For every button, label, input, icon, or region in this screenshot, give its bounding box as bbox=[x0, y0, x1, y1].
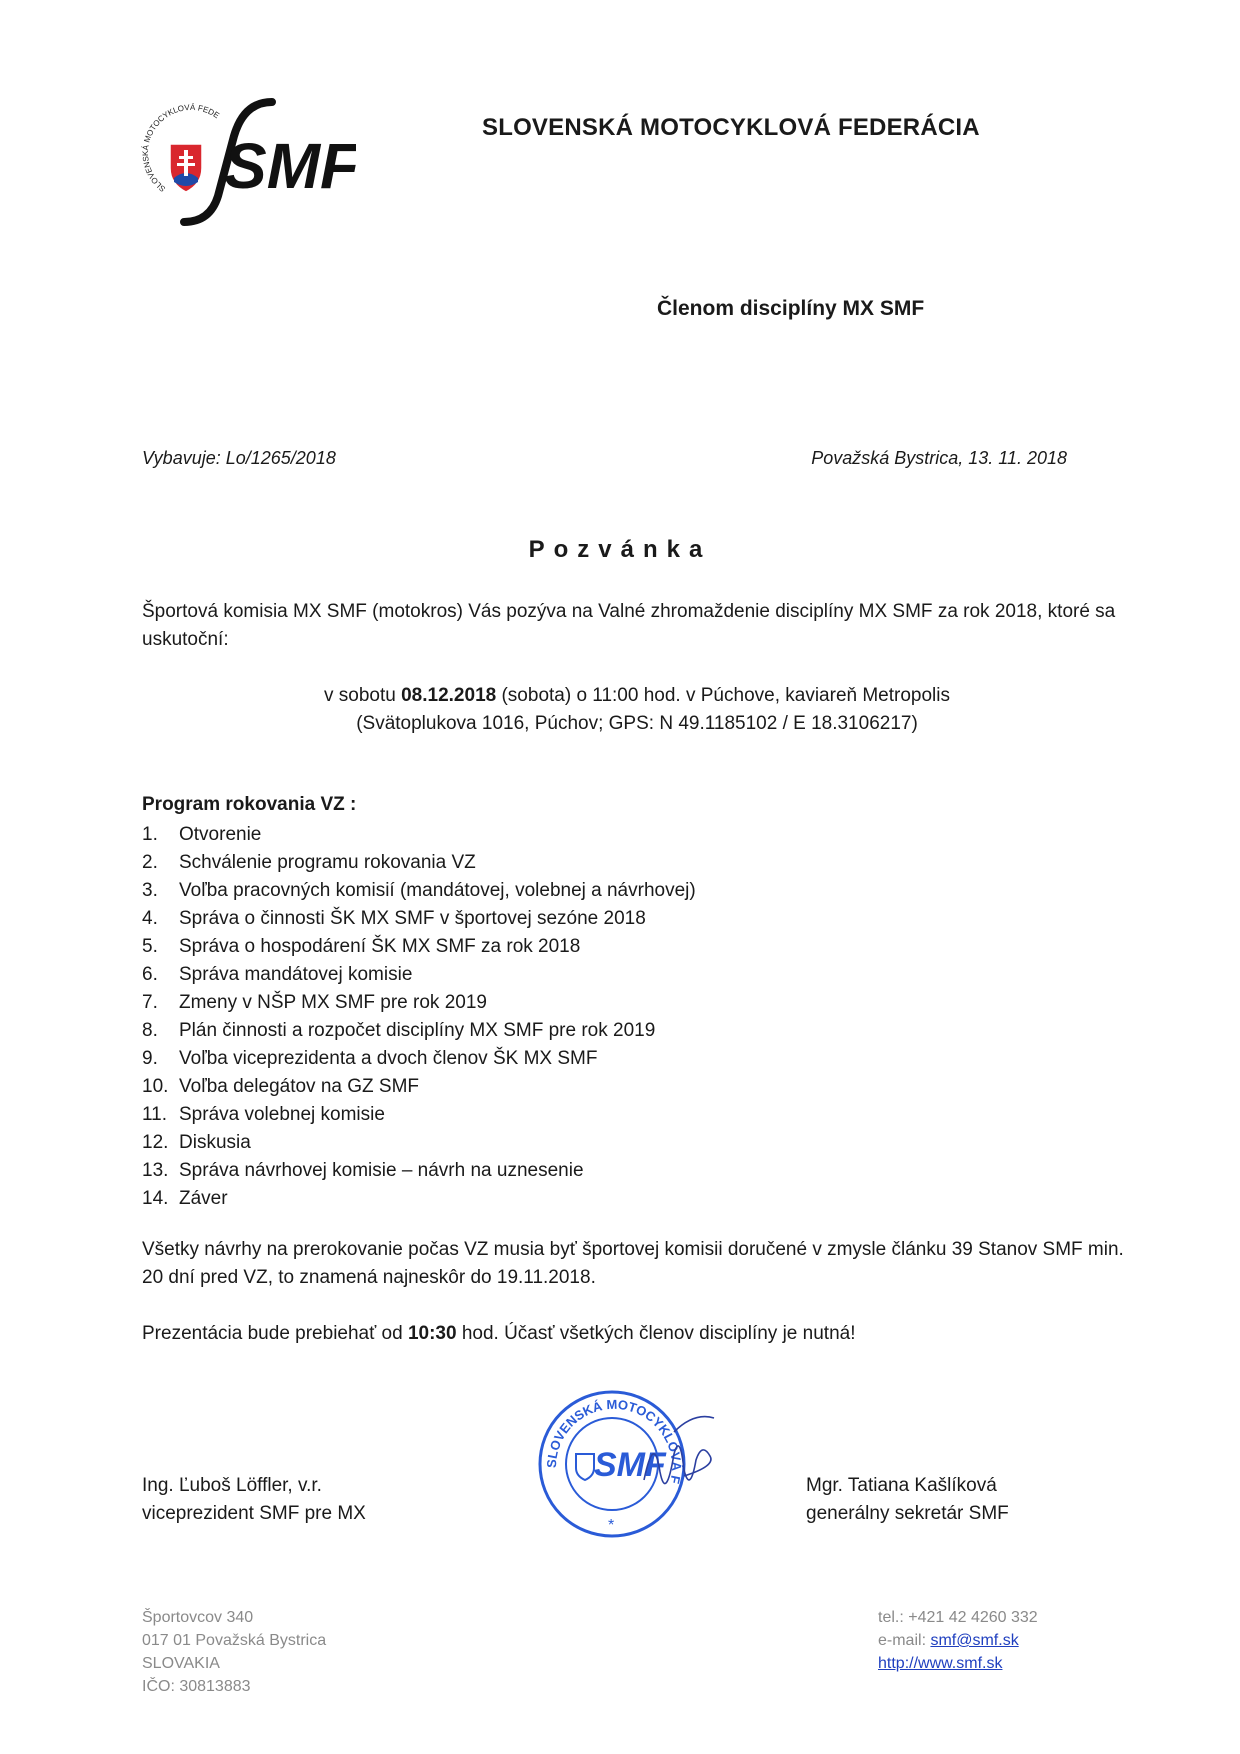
program-item-text: Správa o hospodárení ŠK MX SMF za rok 2018 bbox=[179, 936, 581, 957]
stamp-icon bbox=[524, 1372, 724, 1547]
footer-address-line: SLOVAKIA bbox=[142, 1655, 220, 1672]
signatory-name: Mgr. Tatiana Kašlíková bbox=[806, 1475, 997, 1496]
stamp-star: * bbox=[608, 1517, 615, 1534]
place-date: Považská Bystrica, 13. 11. 2018 bbox=[811, 448, 1067, 468]
venue-block bbox=[142, 682, 1132, 738]
program-item-number: 14. bbox=[142, 1188, 169, 1209]
program-item-text: Záver bbox=[179, 1188, 228, 1209]
program-item-number: 4. bbox=[142, 908, 158, 929]
program-title: Program rokovania VZ : bbox=[142, 794, 357, 815]
program-item-number: 12. bbox=[142, 1132, 169, 1153]
program-item bbox=[142, 1101, 696, 1129]
program-item-number: 3. bbox=[142, 880, 158, 901]
footer-address-line: Športovcov 340 bbox=[142, 1609, 254, 1626]
program-item-number: 8. bbox=[142, 1020, 158, 1041]
program-item-number: 7. bbox=[142, 992, 158, 1013]
program-item-text: Plán činnosti a rozpočet disciplíny MX SMF pre rok 2019 bbox=[179, 1020, 656, 1041]
program-item-number: 13. bbox=[142, 1160, 169, 1181]
footer-address bbox=[142, 1606, 326, 1698]
footer-contacts bbox=[878, 1606, 1038, 1675]
document-heading: Pozvánka bbox=[528, 536, 712, 563]
logo-text: SMF bbox=[224, 130, 356, 202]
program-item-text: Zmeny v NŠP MX SMF pre rok 2019 bbox=[179, 992, 487, 1013]
program-item-number: 2. bbox=[142, 852, 158, 873]
signatory-role: viceprezident SMF pre MX bbox=[142, 1503, 366, 1524]
stamp-center-text: SMF bbox=[594, 1446, 666, 1484]
signatory-name: Ing. Ľuboš Löffler, v.r. bbox=[142, 1475, 322, 1496]
program-item bbox=[142, 877, 696, 905]
smf-logo-icon bbox=[136, 96, 356, 226]
signatory-role: generálny sekretár SMF bbox=[806, 1503, 1009, 1524]
program-item bbox=[142, 821, 696, 849]
program-item-number: 5. bbox=[142, 936, 158, 957]
recipient: Členom disciplíny MX SMF bbox=[657, 297, 925, 320]
footer-web-line bbox=[878, 1652, 1038, 1675]
footer-tel: tel.: +421 42 4260 332 bbox=[878, 1609, 1038, 1626]
program-item-text: Správa o činnosti ŠK MX SMF v športovej sezóne 2018 bbox=[179, 908, 646, 929]
program-item-number: 6. bbox=[142, 964, 158, 985]
program-item bbox=[142, 961, 696, 989]
program-item-text: Správa mandátovej komisie bbox=[179, 964, 413, 985]
presentation-prefix: Prezentácia bude prebiehať od bbox=[142, 1323, 408, 1344]
program-item bbox=[142, 1185, 696, 1213]
program-item-number: 9. bbox=[142, 1048, 158, 1069]
email-link[interactable]: smf@smf.sk bbox=[930, 1632, 1019, 1649]
venue-address: (Svätoplukova 1016, Púchov; GPS: N 49.1185102 / E 18.3106217) bbox=[356, 713, 918, 734]
presentation-suffix: hod. Účasť všetkých členov disciplíny je nutná! bbox=[456, 1323, 856, 1344]
footer-address-line: 017 01 Považská Bystrica bbox=[142, 1632, 327, 1649]
program-item-text: Správa volebnej komisie bbox=[179, 1104, 385, 1125]
note-paragraph: Všetky návrhy na prerokovanie počas VZ musia byť športovej komisii doručené v zmysle článku 39 Stanov SMF min. 20 dní pred VZ, to znamená najneskôr do 19.11.2018. bbox=[142, 1239, 1124, 1288]
intro-paragraph: Športová komisia MX SMF (motokros) Vás pozýva na Valné zhromaždenie disciplíny MX SMF za rok 2018, ktoré sa uskutoční: bbox=[142, 601, 1116, 650]
program-item-number: 10. bbox=[142, 1076, 169, 1097]
signature-right bbox=[806, 1472, 1009, 1528]
program-item bbox=[142, 989, 696, 1017]
program-item bbox=[142, 933, 696, 961]
program-list bbox=[142, 821, 696, 1213]
program-item-number: 11. bbox=[142, 1104, 168, 1125]
venue-rest: (sobota) o 11:00 hod. v Púchove, kaviareň Metropolis bbox=[496, 685, 950, 706]
footer-address-line: IČO: 30813883 bbox=[142, 1678, 251, 1695]
program-item-text: Správa návrhovej komisie – návrh na uznesenie bbox=[179, 1160, 584, 1181]
program-item-text: Otvorenie bbox=[179, 824, 262, 845]
reference: Vybavuje: Lo/1265/2018 bbox=[142, 448, 336, 468]
program-item-text: Voľba viceprezidenta a dvoch členov ŠK MX SMF bbox=[179, 1048, 598, 1069]
venue-prefix: v sobotu bbox=[324, 685, 402, 706]
logo-ring-text: SLOVENSKÁ MOTOCYKLOVÁ FEDE bbox=[140, 102, 221, 194]
venue-date: 08.12.2018 bbox=[401, 685, 497, 706]
program-item bbox=[142, 849, 696, 877]
website-link[interactable]: http://www.smf.sk bbox=[878, 1655, 1003, 1672]
program-item bbox=[142, 1129, 696, 1157]
program-item-text: Voľba delegátov na GZ SMF bbox=[179, 1076, 420, 1097]
presentation-time: 10:30 bbox=[407, 1323, 457, 1344]
program-item bbox=[142, 1157, 696, 1185]
presentation-line bbox=[142, 1320, 855, 1348]
program-item-text: Voľba pracovných komisií (mandátovej, volebnej a návrhovej) bbox=[179, 880, 696, 901]
footer-email-line bbox=[878, 1629, 1038, 1652]
program-item bbox=[142, 1017, 696, 1045]
program-item bbox=[142, 1045, 696, 1073]
program-item bbox=[142, 905, 696, 933]
organization-title: SLOVENSKÁ MOTOCYKLOVÁ FEDERÁCIA bbox=[482, 114, 980, 141]
program-item-number: 1. bbox=[142, 824, 158, 845]
program-item-text: Schválenie programu rokovania VZ bbox=[179, 852, 476, 873]
footer-email-label: e-mail: bbox=[878, 1632, 931, 1649]
program-item bbox=[142, 1073, 696, 1101]
signature-left bbox=[142, 1472, 366, 1528]
program-item-text: Diskusia bbox=[179, 1132, 251, 1153]
stamp-ring-text: SLOVENSKÁ MOTOCYKLOVÁ F bbox=[543, 1396, 685, 1485]
